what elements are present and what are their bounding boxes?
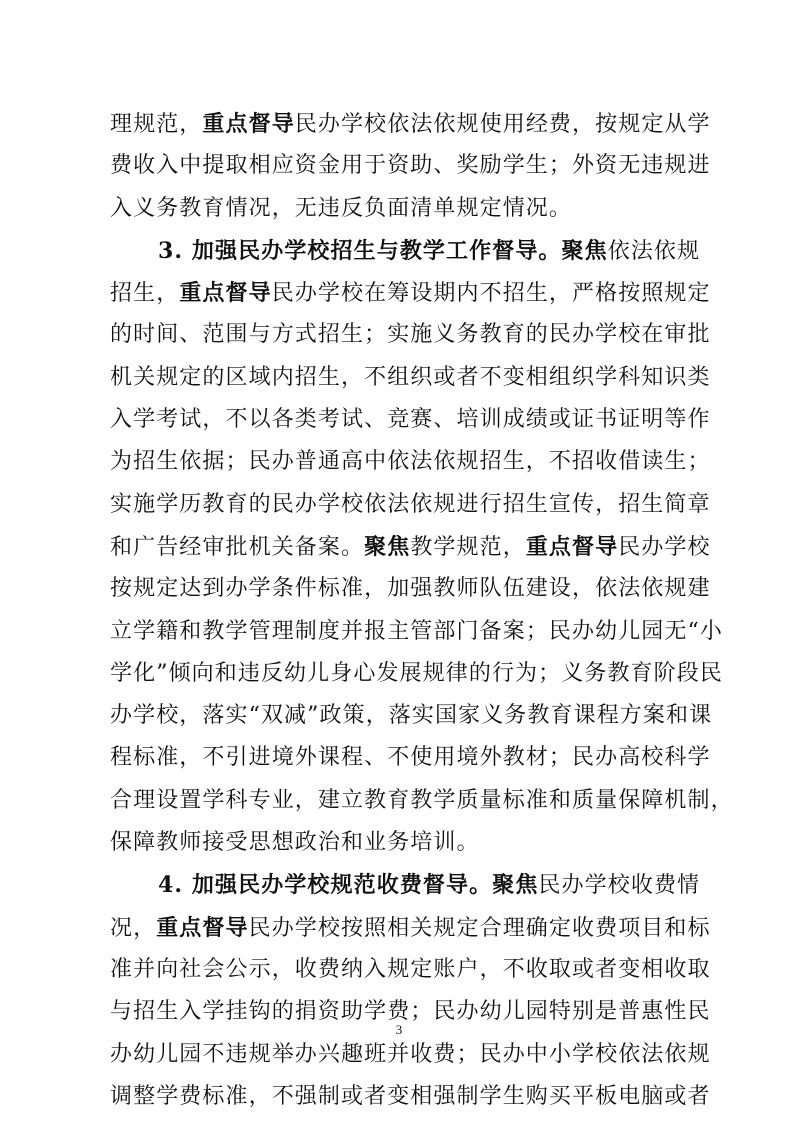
text-line: 立学籍和教学管理制度并报主管部门备案；民办幼儿园无“小 xyxy=(110,618,723,644)
text-line: 实施学历教育的民办学校依法依规进行招生宣传，招生简章 xyxy=(110,491,711,517)
section-title: 4. 加强民办学校规范收费督导。 xyxy=(158,872,493,899)
section-title: 3. 加强民办学校招生与教学工作督导。 xyxy=(158,237,562,264)
text-line: 办幼儿园不违规举办兴趣班并收费；民办中小学校依法依规 xyxy=(110,1041,711,1067)
bold-keyword: 聚焦 xyxy=(364,533,411,560)
text-line: 的时间、范围与方式招生；实施义务教育的民办学校在审批 xyxy=(110,322,711,348)
text-line: 学化”倾向和违反幼儿身心发展规律的行为；义务教育阶段民 xyxy=(110,660,723,686)
text-line: 况，重点督导民办学校按照相关规定合理确定收费项目和标 xyxy=(110,914,711,941)
text-line: 费收入中提取相应资金用于资助、奖励学生；外资无违规进 xyxy=(110,153,711,179)
text-line: 与招生入学挂钩的捐资助学费；民办幼儿园特别是普惠性民 xyxy=(110,999,711,1025)
text-line: 程标准，不引进境外课程、不使用境外教材；民办高校科学 xyxy=(110,745,711,771)
section-heading-3: 3. 加强民办学校招生与教学工作督导。聚焦依法依规 xyxy=(158,237,701,264)
text-line: 按规定达到办学条件标准，加强教师队伍建设，依法依规建 xyxy=(110,576,711,602)
text-line: 和广告经审批机关备案。聚焦教学规范，重点督导民办学校 xyxy=(110,533,711,560)
text-line: 招生，重点督导民办学校在筹设期内不招生，严格按照规定 xyxy=(110,280,711,307)
text-line: 合理设置学科专业，建立教育教学质量标准和质量保障机制， xyxy=(110,787,734,813)
section-heading-4: 4. 加强民办学校规范收费督导。聚焦民办学校收费情 xyxy=(158,872,701,899)
text-line: 办学校，落实“双减”政策，落实国家义务教育课程方案和课 xyxy=(110,703,713,729)
bold-keyword: 重点督导 xyxy=(179,280,272,307)
text-line: 准并向社会公示，收费纳入规定账户，不收取或者变相收取 xyxy=(110,956,711,982)
text-line: 机关规定的区域内招生，不组织或者不变相组织学科知识类 xyxy=(110,364,711,390)
text-line: 理规范，重点督导民办学校依法依规使用经费，按规定从学 xyxy=(110,111,711,137)
document-body xyxy=(110,103,734,1118)
bold-keyword: 聚焦 xyxy=(492,872,539,899)
bold-keyword: 重点督导 xyxy=(156,914,249,941)
text-line: 保障教师接受思想政治和业务培训。 xyxy=(110,830,480,856)
text-line: 为招生依据；民办普通高中依法依规招生，不招收借读生； xyxy=(110,449,711,475)
page-number: 3 xyxy=(395,1022,403,1037)
text-line: 调整学费标准，不强制或者变相强制学生购买平板电脑或者 xyxy=(110,1083,711,1109)
bold-keyword: 重点督导 xyxy=(202,111,295,137)
bold-keyword: 聚焦 xyxy=(561,237,608,264)
bold-keyword: 重点督导 xyxy=(525,533,619,560)
text-line: 入义务教育情况，无违反负面清单规定情况。 xyxy=(110,195,573,221)
text-line: 入学考试，不以各类考试、竞赛、培训成绩或证书证明等作 xyxy=(110,407,711,433)
